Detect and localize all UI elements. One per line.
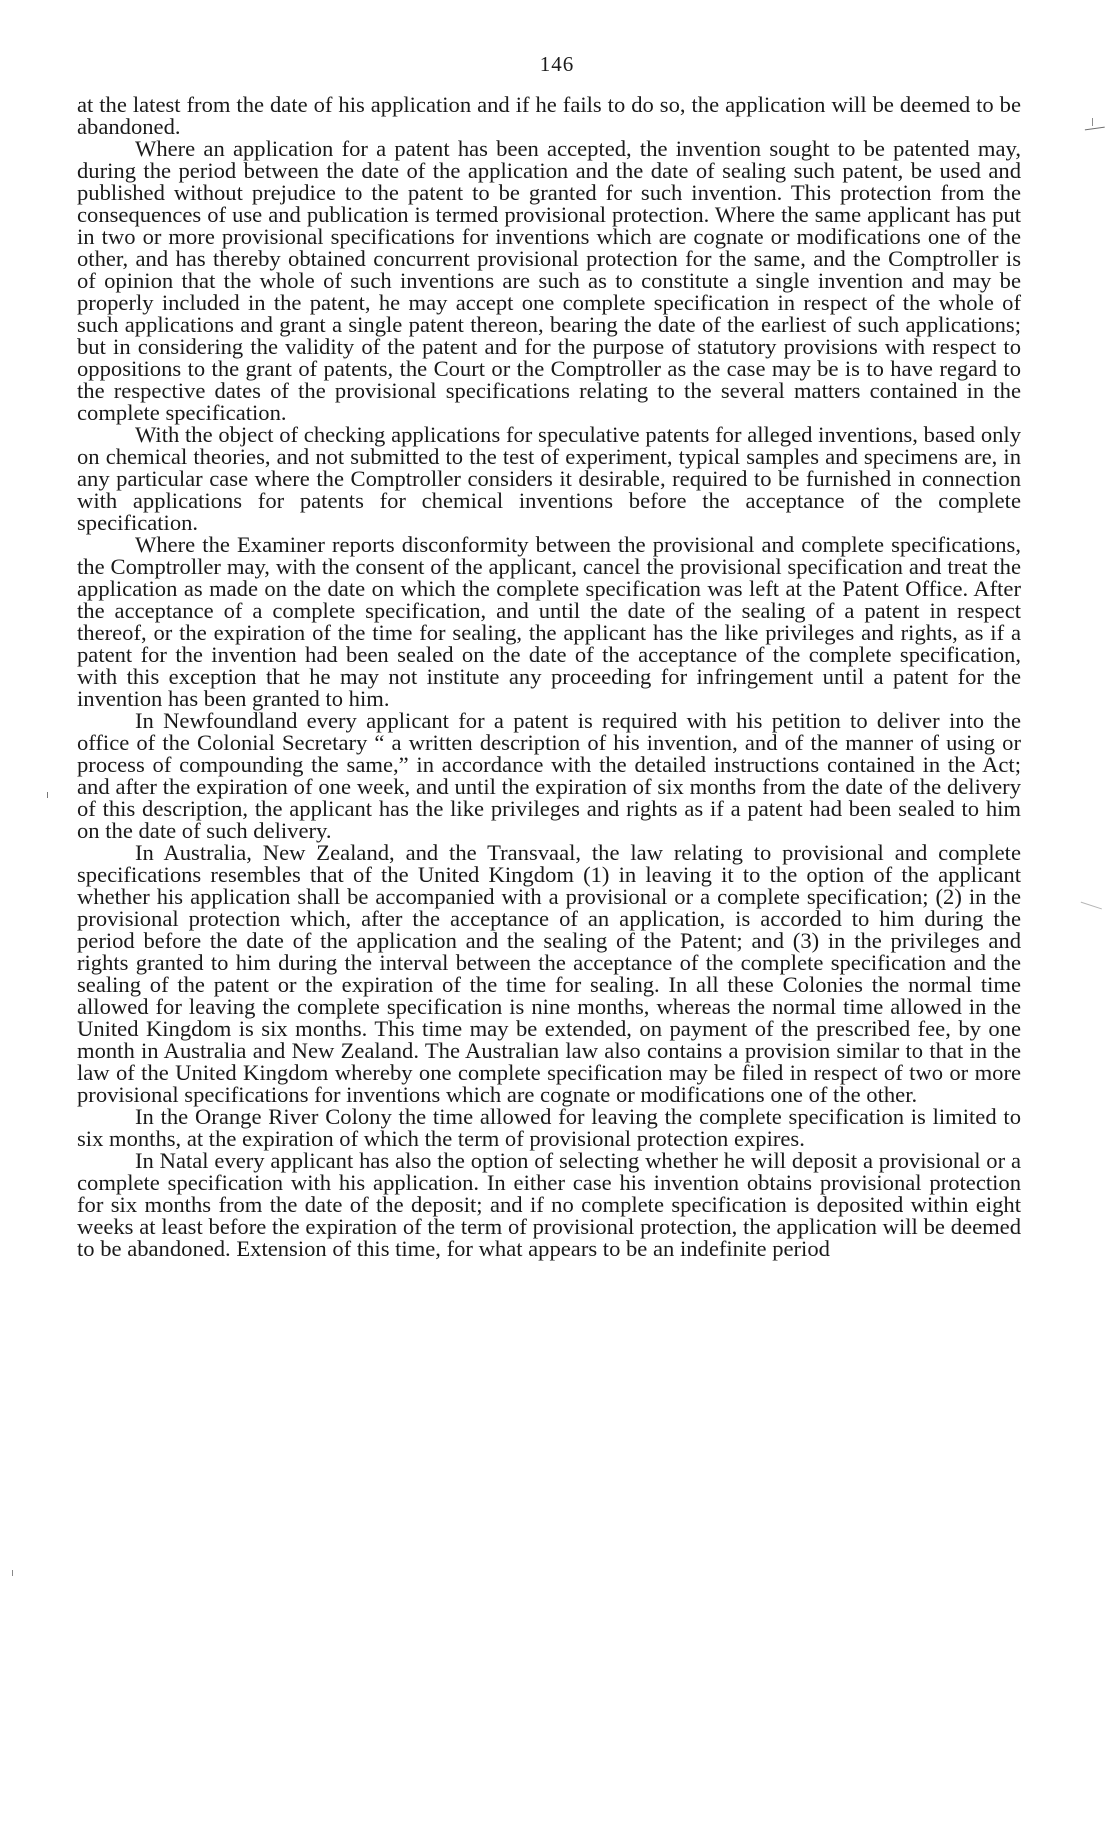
paragraph-provisional-protection: Where an application for a patent has been accepted, the invention sought to be patented may, during the period between the date of the application and the date of sealing such patent, be used and published without prejudice to the patent to be granted for such invention. This protection from the consequences of use and publication is termed provisional protection. Where the same applicant has put in two or more provisional specifications for inventions which are cognate or modifications one of the other, and has thereby obtained concurrent provisional protection for the same, and the Comptroller is of opinion that the whole of such inventions are such as to constitute a single invention and may be properly included in the patent, he may accept one complete specification in respect of the whole of such applications and grant a single patent thereon, bearing the date of the earliest of such applications; but in considering the validity of the patent and for the purpose of statutory provisions with respect to oppositions to the grant of patents, the Court or the Comptroller as the case may be is to have regard to the respective dates of the provisional specifications relating to the several matters contained in the complete specification. <box>77 136 1021 425</box>
margin-mark <box>1085 127 1105 134</box>
margin-mark <box>12 1570 15 1576</box>
margin-mark <box>1080 902 1102 912</box>
paragraph-disconformity: Where the Examiner reports disconformity between the provisional and complete specifications, the Comptroller may, with the consent of the applicant, cancel the provisional specification and treat the application as made on the date on which the complete specification was left at the Patent Office. After the acceptance of a complete specification, and until the date of the sealing of a patent in respect thereof, or the expiration of the time for sealing, the applicant has the like privileges and rights, as if a patent for the invention had been sealed on the date of the acceptance of the complete specification, with this exception that he may not institute any proceeding for infringement until a patent for the invention has been granted to him. <box>77 532 1021 711</box>
paragraph-natal: In Natal every applicant has also the option of selecting whether he will deposit a provisional or a complete specification with his application. In either case his invention obtains provisional protection for six months from the date of the deposit; and if no complete specification is deposited within eight weeks at least before the expiration of the term of provisional protection, the application will be deemed to be abandoned. Extension of this time, for what appears to be an indefinite period <box>77 1148 1021 1261</box>
body-text <box>77 94 1021 1260</box>
paragraph-chemical-inventions: With the object of checking applications for speculative patents for alleged inventions, based only on chemical theories, and not submitted to the test of experiment, typical samples and specimens are, in any particular case where the Comptroller considers it desirable, required to be furnished in connection with applications for patents for chemical inventions before the acceptance of the complete specification. <box>77 422 1021 535</box>
margin-mark <box>1092 118 1097 126</box>
paragraph-newfoundland: In Newfoundland every applicant for a patent is required with his petition to deliver into the office of the Colonial Secretary “ a written description of his invention, and of the manner of using or process of compounding the same,” in accordance with the detailed instructions contained in the Act; and after the expiration of one week, and until the expiration of six months from the date of the delivery of this description, the applicant has the like privileges and rights as if a patent had been sealed to him on the date of such delivery. <box>77 708 1021 843</box>
margin-mark <box>47 792 50 798</box>
page-number: 146 <box>539 52 575 76</box>
paragraph-continuation: at the latest from the date of his application and if he fails to do so, the application will be deemed to be abandoned. <box>77 92 1021 139</box>
paragraph-australia-new-zealand-transvaal: In Australia, New Zealand, and the Transvaal, the law relating to provisional and complete specifications resembles that of the United Kingdom (1) in leaving it to the option of the applicant whether his application shall be accompanied with a provisional or a complete specification; (2) in the provisional protection which, after the acceptance of an application, is accorded to him during the period before the date of the application and the sealing of the Patent; and (3) in the privileges and rights granted to him during the interval between the acceptance of the complete specification and the sealing of the patent or the expiration of the time for sealing. In all these Colonies the normal time allowed for leaving the complete specification is nine months, whereas the normal time allowed in the United Kingdom is six months. This time may be extended, on payment of the prescribed fee, by one month in Australia and New Zealand. The Australian law also contains a provision similar to that in the law of the United Kingdom whereby one complete specification may be filed in respect of two or more provisional specifications for inventions which are cognate or modifications one of the other. <box>77 840 1021 1107</box>
paragraph-orange-river-colony: In the Orange River Colony the time allowed for leaving the complete specification is limited to six months, at the expiration of which the term of provisional protection expires. <box>77 1104 1021 1151</box>
